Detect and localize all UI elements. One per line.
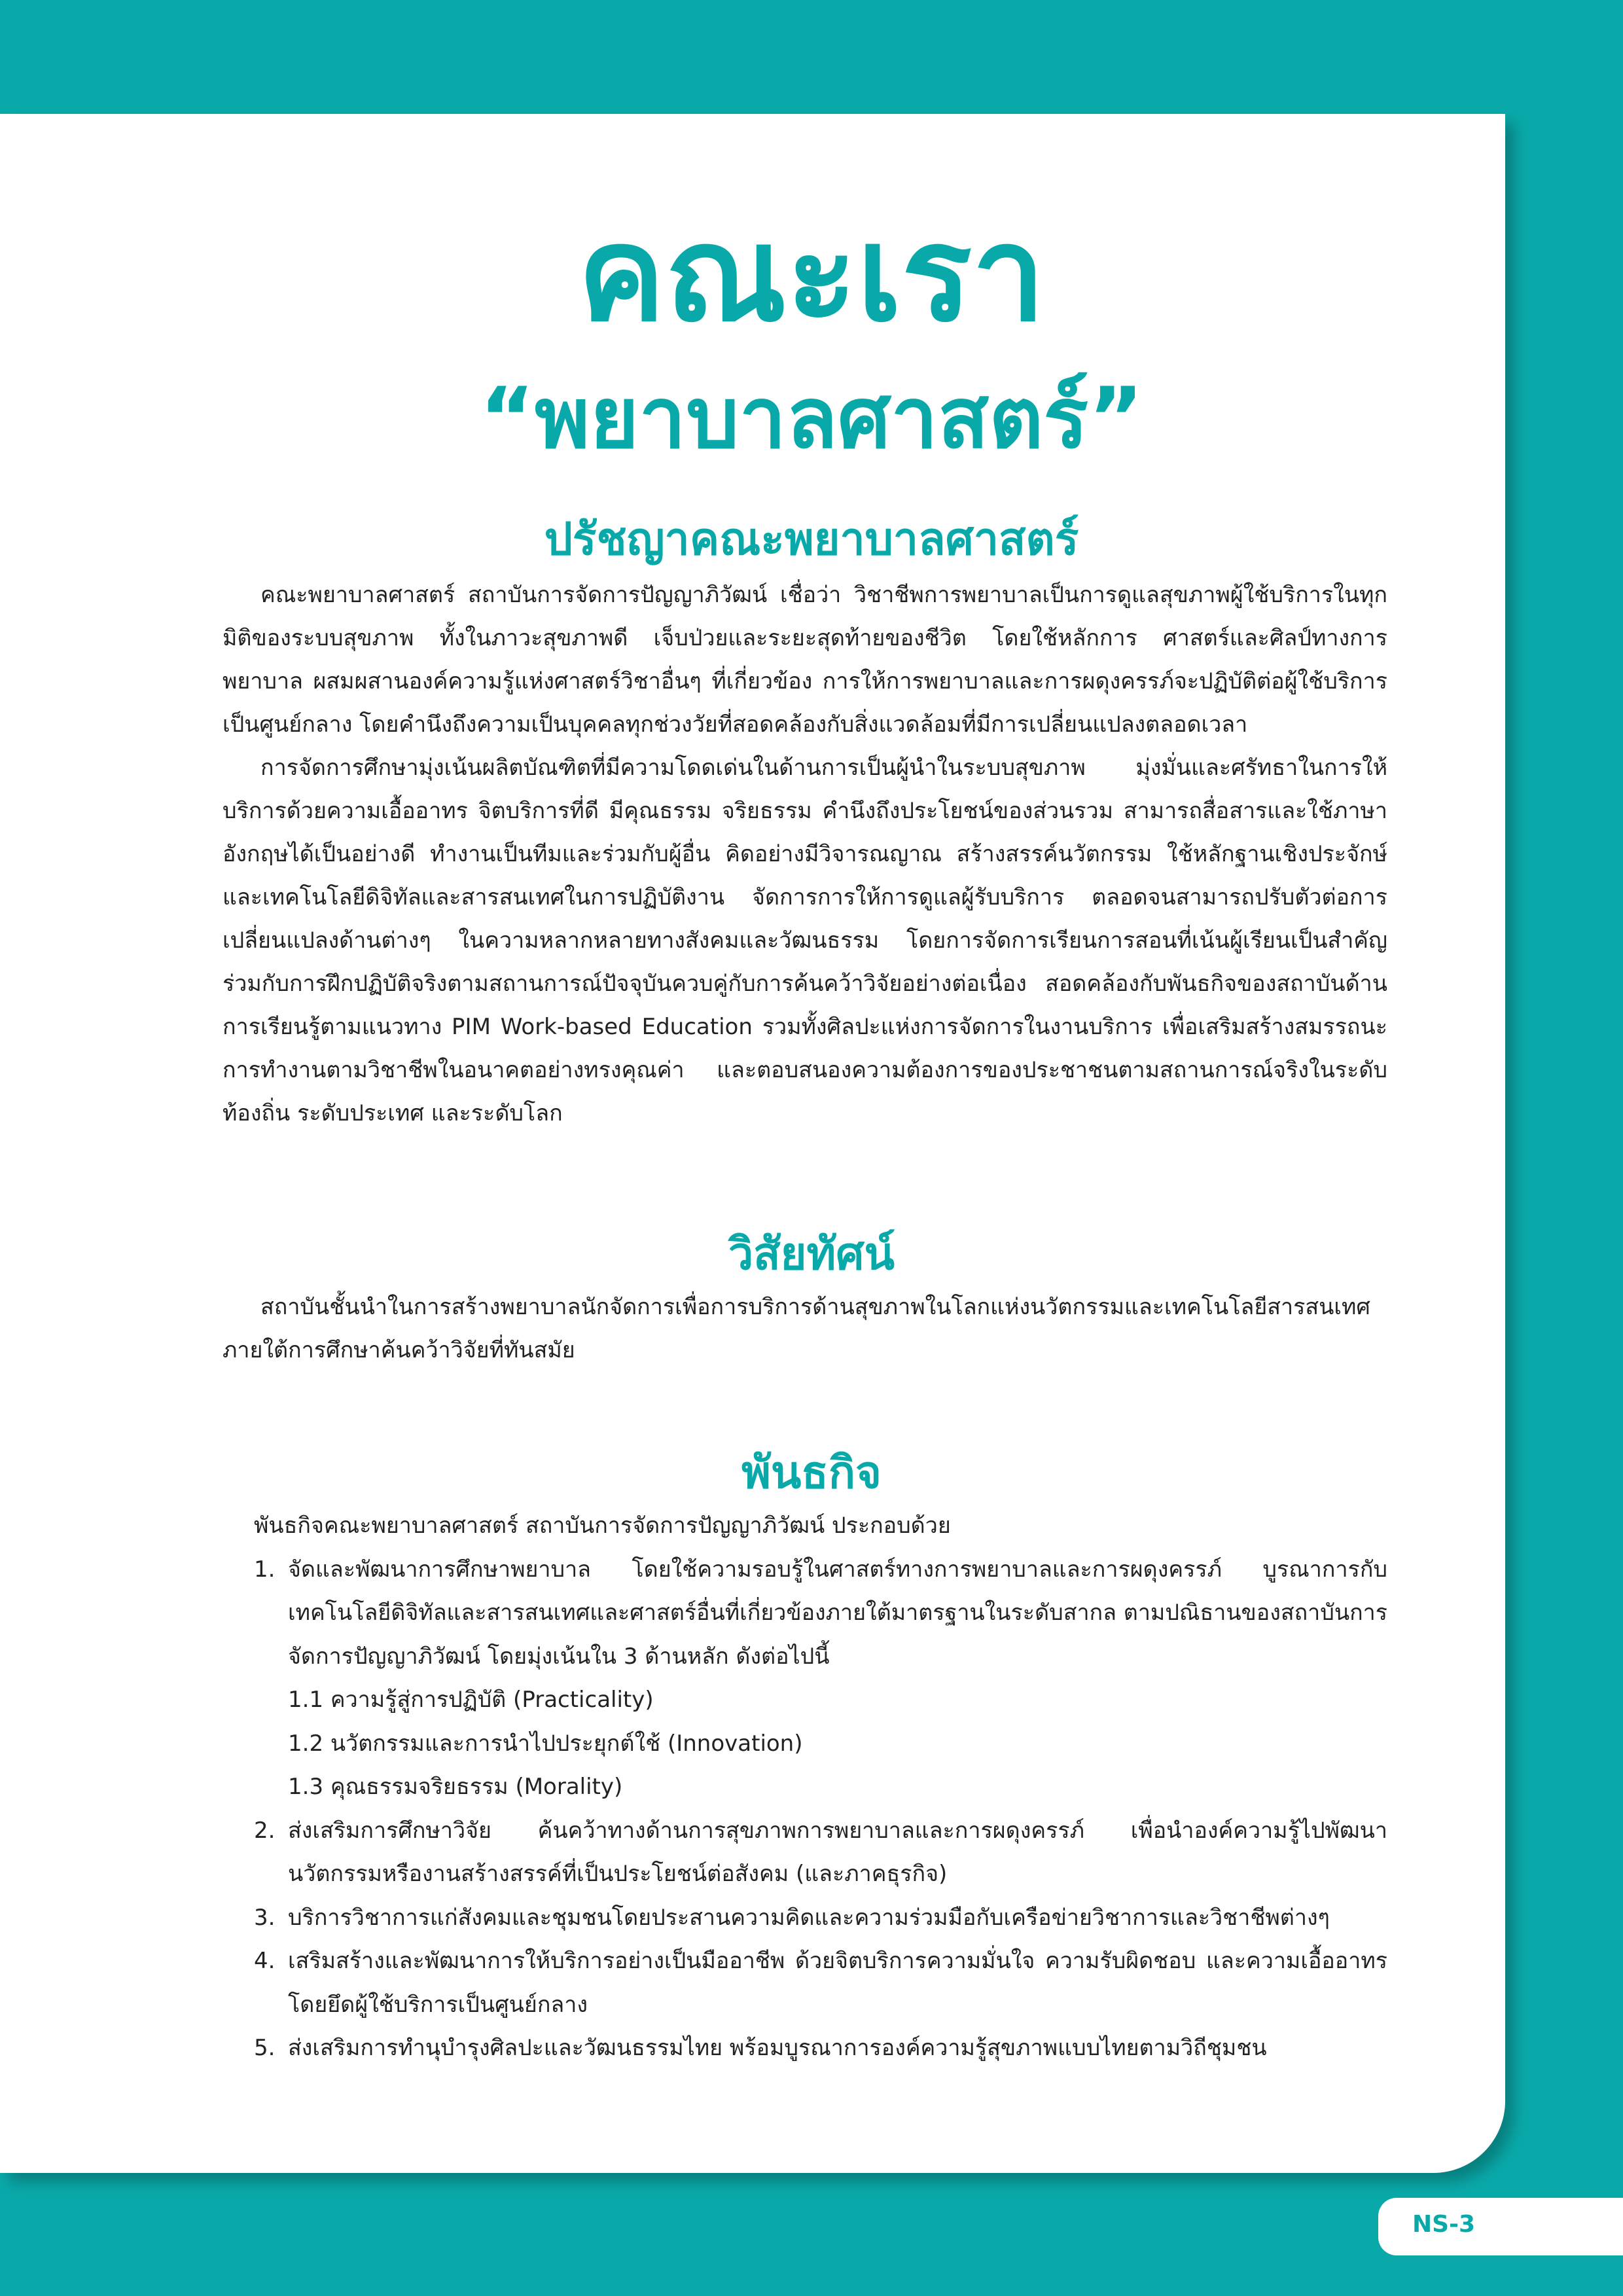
- mission-item-3: [254, 1896, 1387, 1940]
- mission-subitem-1: 1.1 ความรู้สู่การปฏิบัติ (Practicality): [288, 1687, 654, 1713]
- mission-item-number: 4.: [254, 1948, 276, 1974]
- page-number-badge: [1378, 2198, 1623, 2255]
- mission-item-text: จัดและพัฒนาการศึกษาพยาบาล โดยใช้ความรอบรู้ในศาสตร์ทางการพยาบาลและการผดุงครรภ์ บูรณาการกับเทคโนโลยีดิจิทัลและสารสนเทศและศาสตร์อื่นที่เกี่ยวข้องภายใต้มาตรฐานในระดับสากล ตามปณิธานของสถาบันการจัดการปัญญาภิวัฒน์ โดยมุ่งเน้นใน 3 ด้านหลัก ดังต่อไปนี้: [288, 1556, 1388, 1670]
- mission-item-4: [254, 1939, 1387, 2026]
- philosophy-heading: ปรัชญาคณะพยาบาลศาสตร์: [544, 514, 1079, 565]
- mission-item-2: [254, 1809, 1387, 1896]
- mission-list: [254, 1548, 1387, 2070]
- mission-subitem-2: 1.2 นวัตกรรมและการนำไปประยุกต์ใช้ (Innovation): [288, 1730, 803, 1757]
- mission-item-text: ส่งเสริมการทำนุบำรุงศิลปะและวัฒนธรรมไทย พร้อมบูรณาการองค์ความรู้สุขภาพแบบไทยตามวิถีชุมชน: [288, 2035, 1267, 2061]
- mission-item-1: [254, 1548, 1387, 1809]
- philosophy-body: [223, 573, 1387, 1135]
- mission-item-5: [254, 2026, 1387, 2070]
- mission-item-text: บริการวิชาการแก่สังคมและชุมชนโดยประสานความคิดและความร่วมมือกับเครือข่ายวิชาการและวิชาชีพต่างๆ: [288, 1904, 1330, 1931]
- mission-heading: พันธกิจ: [741, 1447, 882, 1499]
- philosophy-paragraph-2: การจัดการศึกษามุ่งเน้นผลิตบัณฑิตที่มีความโดดเด่นในด้านการเป็นผู้นำในระบบสุขภาพ มุ่งมั่นและศรัทธาในการให้บริการด้วยความเอื้ออาทร จิตบริการที่ดี มีคุณธรรม จริยธรรม คำนึงถึงประโยชน์ของส่วนรวม สามารถสื่อสารและใช้ภาษาอังกฤษได้เป็นอย่างดี ทำงานเป็นทีมและร่วมกับผู้อื่น คิดอย่างมีวิจารณญาณ สร้างสรรค์นวัตกรรม ใช้หลักฐานเชิงประจักษ์และเทคโนโลยีดิจิทัลและสารสนเทศในการปฏิบัติงาน จัดการการให้การดูแลผู้รับบริการ ตลอดจนสามารถปรับตัวต่อการเปลี่ยนแปลงด้านต่างๆ ในความหลากหลายทางสังคมและวัฒนธรรม โดยการจัดการเรียนการสอนที่เน้นผู้เรียนเป็นสำคัญ ร่วมกับการฝึกปฏิบัติจริงตามสถานการณ์ปัจจุบันควบคู่กับการค้นคว้าวิจัยอย่างต่อเนื่อง สอดคล้องกับพันธกิจของสถาบันด้านการเรียนรู้ตามแนวทาง PIM Work-based Education รวมทั้งศิลปะแห่งการจัดการในงานบริการ เพื่อเสริมสร้างสมรรถนะการทำงานตามวิชาชีพในอนาคตอย่างทรงคุณค่า และตอบสนองความต้องการของประชาชนตามสถานการณ์จริงในระดับท้องถิ่น ระดับประเทศ และระดับโลก: [223, 755, 1387, 1126]
- vision-text: สถาบันชั้นนำในการสร้างพยาบาลนักจัดการเพื่อการบริการด้านสุขภาพในโลกแห่งนวัตกรรมและเทคโนโลยีสารสนเทศภายใต้การศึกษาค้นคว้าวิจัยที่ทันสมัย: [223, 1294, 1371, 1363]
- mission-item-number: 2.: [254, 1817, 276, 1844]
- mission-item-text: ส่งเสริมการศึกษาวิจัย ค้นคว้าทางด้านการสุขภาพการพยาบาลและการผดุงครรภ์ เพื่อนำองค์ความรู้ไปพัฒนานวัตกรรมหรืองานสร้างสรรค์ที่เป็นประโยชน์ต่อสังคม (และภาคธุรกิจ): [288, 1817, 1387, 1887]
- mission-subitems: [288, 1678, 1387, 1809]
- mission-intro: พันธกิจคณะพยาบาลศาสตร์ สถาบันการจัดการปัญญาภิวัฒน์ ประกอบด้วย: [254, 1513, 951, 1539]
- mission-item-text: เสริมสร้างและพัฒนาการให้บริการอย่างเป็นมืออาชีพ ด้วยจิตบริการความมั่นใจ ความรับผิดชอบ และความเอื้ออาทร โดยยึดผู้ใช้บริการเป็นศูนย์กลาง: [288, 1948, 1387, 2018]
- philosophy-paragraph-1: คณะพยาบาลศาสตร์ สถาบันการจัดการปัญญาภิวัฒน์ เชื่อว่า วิชาชีพการพยาบาลเป็นการดูแลสุขภาพผู้ใช้บริการในทุกมิติของระบบสุขภาพ ทั้งในภาวะสุขภาพดี เจ็บป่วยและระยะสุดท้ายของชีวิต โดยใช้หลักการ ศาสตร์และศิลป์ทางการพยาบาล ผสมผสานองค์ความรู้แห่งศาสตร์วิชาอื่นๆ ที่เกี่ยวข้อง การให้การพยาบาลและการผดุงครรภ์จะปฏิบัติต่อผู้ใช้บริการเป็นศูนย์กลาง โดยคำนึงถึงความเป็นบุคคลทุกช่วงวัยที่สอดคล้องกับสิ่งแวดล้อมที่มีการเปลี่ยนแปลงตลอดเวลา: [223, 582, 1387, 738]
- mission-item-number: 5.: [254, 2035, 276, 2061]
- page-number: NS-3: [1412, 2211, 1476, 2238]
- mission-body: [254, 1504, 1387, 2070]
- vision-heading: วิสัยทัศน์: [728, 1229, 895, 1280]
- page-subtitle: “พยาบาลศาสตร์”: [479, 370, 1144, 467]
- page-title: คณะเรา: [577, 198, 1046, 351]
- vision-body: [223, 1285, 1387, 1372]
- mission-item-number: 1.: [254, 1556, 276, 1583]
- mission-item-number: 3.: [254, 1904, 276, 1931]
- mission-subitem-3: 1.3 คุณธรรมจริยธรรม (Morality): [288, 1774, 623, 1800]
